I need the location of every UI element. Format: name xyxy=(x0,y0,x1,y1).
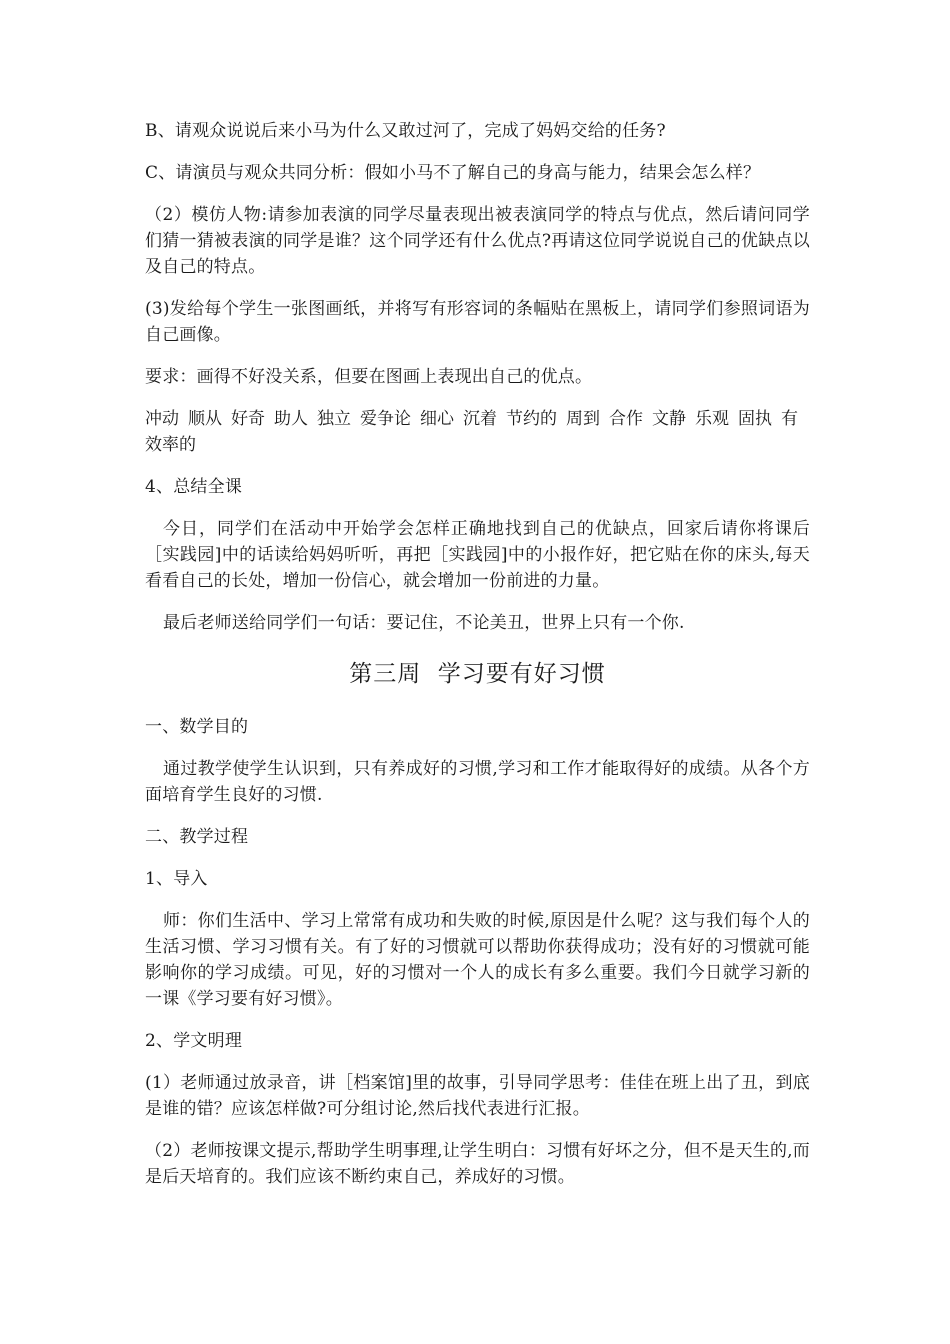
paragraph-summary: 今日，同学们在活动中开始学会怎样正确地找到自己的优缺点，回家后请你将课后［实践园]中的话读给妈妈听听，再把［实践园]中的小报作好，把它贴在你的床头,每天看看自己的长处，增加一份信心，就会增加一份前进的力量。 xyxy=(145,519,810,591)
lesson-heading: 第三周 学习要有好习惯 xyxy=(349,661,606,687)
section-study-title: 2、学文明理 xyxy=(145,1031,243,1051)
adjective-word: 顺从 xyxy=(188,409,222,429)
paragraph-closing: 最后老师送给同学们一句话：要记住，不论美丑，世界上只有一个你. xyxy=(163,613,685,633)
adjective-word: 节约的 xyxy=(506,409,557,429)
paragraph-c: C、请演员与观众共同分析：假如小马不了解自己的身高与能力，结果会怎么样？ xyxy=(145,163,761,183)
adjective-word: 周到 xyxy=(566,409,600,429)
paragraph-study-1: (1）老师通过放录音，讲［档案馆]里的故事，引导同学思考：佳佳在班上出了丑，到底是谁的错？应该怎样做?可分组讨论,然后找代表进行汇报。 xyxy=(145,1073,810,1119)
adjective-word: 沉着 xyxy=(463,409,497,429)
adjective-word: 好奇 xyxy=(231,409,265,429)
adjective-word: 冲动 xyxy=(145,409,179,429)
section-purpose-title: 一、数学目的 xyxy=(145,717,249,737)
paragraph-drawing: (3)发给每个学生一张图画纸，并将写有形容词的条幅贴在黑板上，请同学们参照词语为自己画像。 xyxy=(145,299,810,345)
adjective-word: 有效率的 xyxy=(145,409,798,455)
document-page xyxy=(145,118,810,1206)
section-summary-title: 4、总结全课 xyxy=(145,477,243,497)
adjective-word: 固执 xyxy=(738,409,772,429)
section-intro-title: 1、导入 xyxy=(145,869,208,889)
adjective-word: 爱争论 xyxy=(360,409,411,429)
adjective-list xyxy=(145,406,810,458)
paragraph-purpose: 通过教学使学生认识到，只有养成好的习惯,学习和工作才能取得好的成绩。从各个方面培育学生良好的习惯. xyxy=(145,759,810,805)
adjective-word: 合作 xyxy=(609,409,643,429)
paragraph-imitate: （2）模仿人物:请参加表演的同学尽量表现出被表演同学的特点与优点，然后请问同学们猜一猜被表演的同学是谁？这个同学还有什么优点?再请这位同学说说自己的优缺点以及自己的特点。 xyxy=(145,205,810,277)
adjective-word: 文静 xyxy=(652,409,686,429)
adjective-word: 助人 xyxy=(274,409,308,429)
paragraph-requirement: 要求：画得不好没关系，但要在图画上表现出自己的优点。 xyxy=(145,367,593,387)
section-process-title: 二、教学过程 xyxy=(145,827,249,847)
paragraph-b: B、请观众说说后来小马为什么又敢过河了，完成了妈妈交给的任务? xyxy=(145,121,666,141)
paragraph-intro: 师：你们生活中、学习上常常有成功和失败的时候,原因是什么呢？这与我们每个人的生活习惯、学习习惯有关。有了好的习惯就可以帮助你获得成功；没有好的习惯就可能影响你的学习成绩。可见，好的习惯对一个人的成长有多么重要。我们今日就学习新的一课《学习要有好习惯》。 xyxy=(145,911,810,1009)
paragraph-study-2: （2）老师按课文提示,帮助学生明事理,让学生明白：习惯有好坏之分，但不是天生的,而是后天培育的。我们应该不断约束自己，养成好的习惯。 xyxy=(145,1141,810,1187)
adjective-word: 独立 xyxy=(317,409,351,429)
adjective-word: 乐观 xyxy=(695,409,729,429)
adjective-word: 细心 xyxy=(420,409,454,429)
